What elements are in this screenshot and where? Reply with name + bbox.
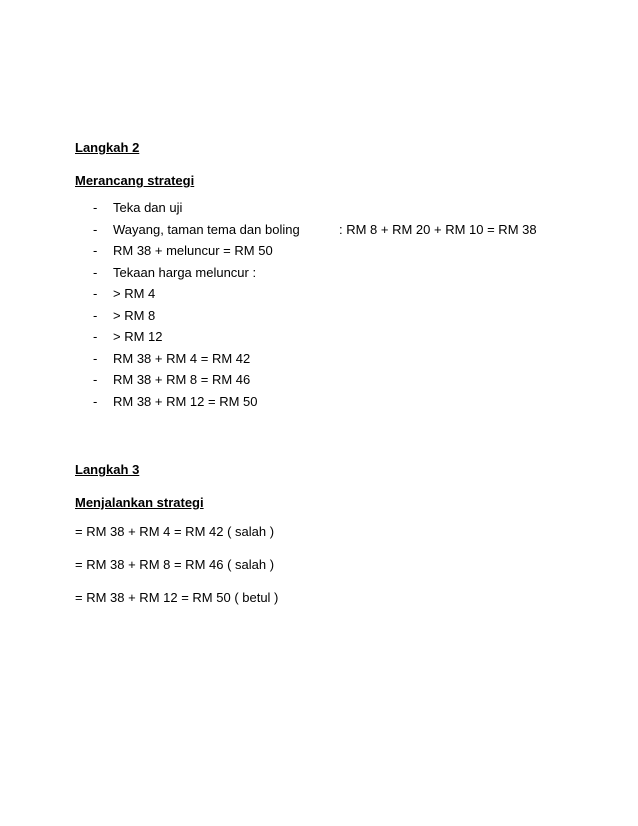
result-line: = RM 38 + RM 12 = RM 50 ( betul ) bbox=[75, 590, 279, 605]
list-item-text: RM 38 + meluncur = RM 50 bbox=[113, 243, 273, 258]
list-item-text: > RM 8 bbox=[113, 307, 156, 323]
dash-marker: - bbox=[93, 372, 98, 387]
dash-marker: - bbox=[93, 221, 98, 237]
list-item bbox=[93, 286, 537, 308]
merancang-strategi-heading: Merancang strategi bbox=[75, 173, 195, 188]
list-item bbox=[93, 329, 537, 351]
list-item bbox=[93, 200, 537, 222]
dash-marker: - bbox=[93, 329, 98, 344]
dash-marker: - bbox=[93, 264, 98, 280]
list-item-text: > RM 4 bbox=[113, 286, 156, 301]
dash-marker: - bbox=[93, 307, 98, 323]
list-item-text: Tekaan harga meluncur : bbox=[113, 264, 257, 280]
list-item bbox=[93, 265, 537, 287]
dash-marker: - bbox=[93, 200, 98, 215]
dash-marker: - bbox=[93, 286, 98, 301]
strategy-list bbox=[93, 200, 537, 415]
list-item-text: RM 38 + RM 12 = RM 50 bbox=[113, 393, 258, 409]
list-item bbox=[93, 308, 537, 330]
langkah-3-heading: Langkah 3 bbox=[75, 462, 140, 477]
list-item-calculation: : RM 8 + RM 20 + RM 10 = RM 38 bbox=[339, 221, 537, 237]
dash-marker: - bbox=[93, 350, 98, 366]
list-item bbox=[93, 222, 537, 244]
result-line: = RM 38 + RM 4 = RM 42 ( salah ) bbox=[75, 524, 275, 539]
list-item-text: > RM 12 bbox=[113, 329, 163, 344]
dash-marker: - bbox=[93, 243, 98, 258]
langkah-2-heading: Langkah 2 bbox=[75, 140, 140, 155]
list-item bbox=[93, 351, 537, 373]
result-line: = RM 38 + RM 8 = RM 46 ( salah ) bbox=[75, 557, 275, 572]
list-item bbox=[93, 372, 537, 394]
menjalankan-strategi-heading: Menjalankan strategi bbox=[75, 495, 204, 510]
dash-marker: - bbox=[93, 393, 98, 409]
list-item-text: RM 38 + RM 8 = RM 46 bbox=[113, 372, 251, 387]
list-item bbox=[93, 243, 537, 265]
list-item-text: RM 38 + RM 4 = RM 42 bbox=[113, 350, 251, 366]
list-item-text: Wayang, taman tema dan boling bbox=[113, 221, 300, 237]
list-item-text: Teka dan uji bbox=[113, 200, 183, 215]
list-item bbox=[93, 394, 537, 416]
